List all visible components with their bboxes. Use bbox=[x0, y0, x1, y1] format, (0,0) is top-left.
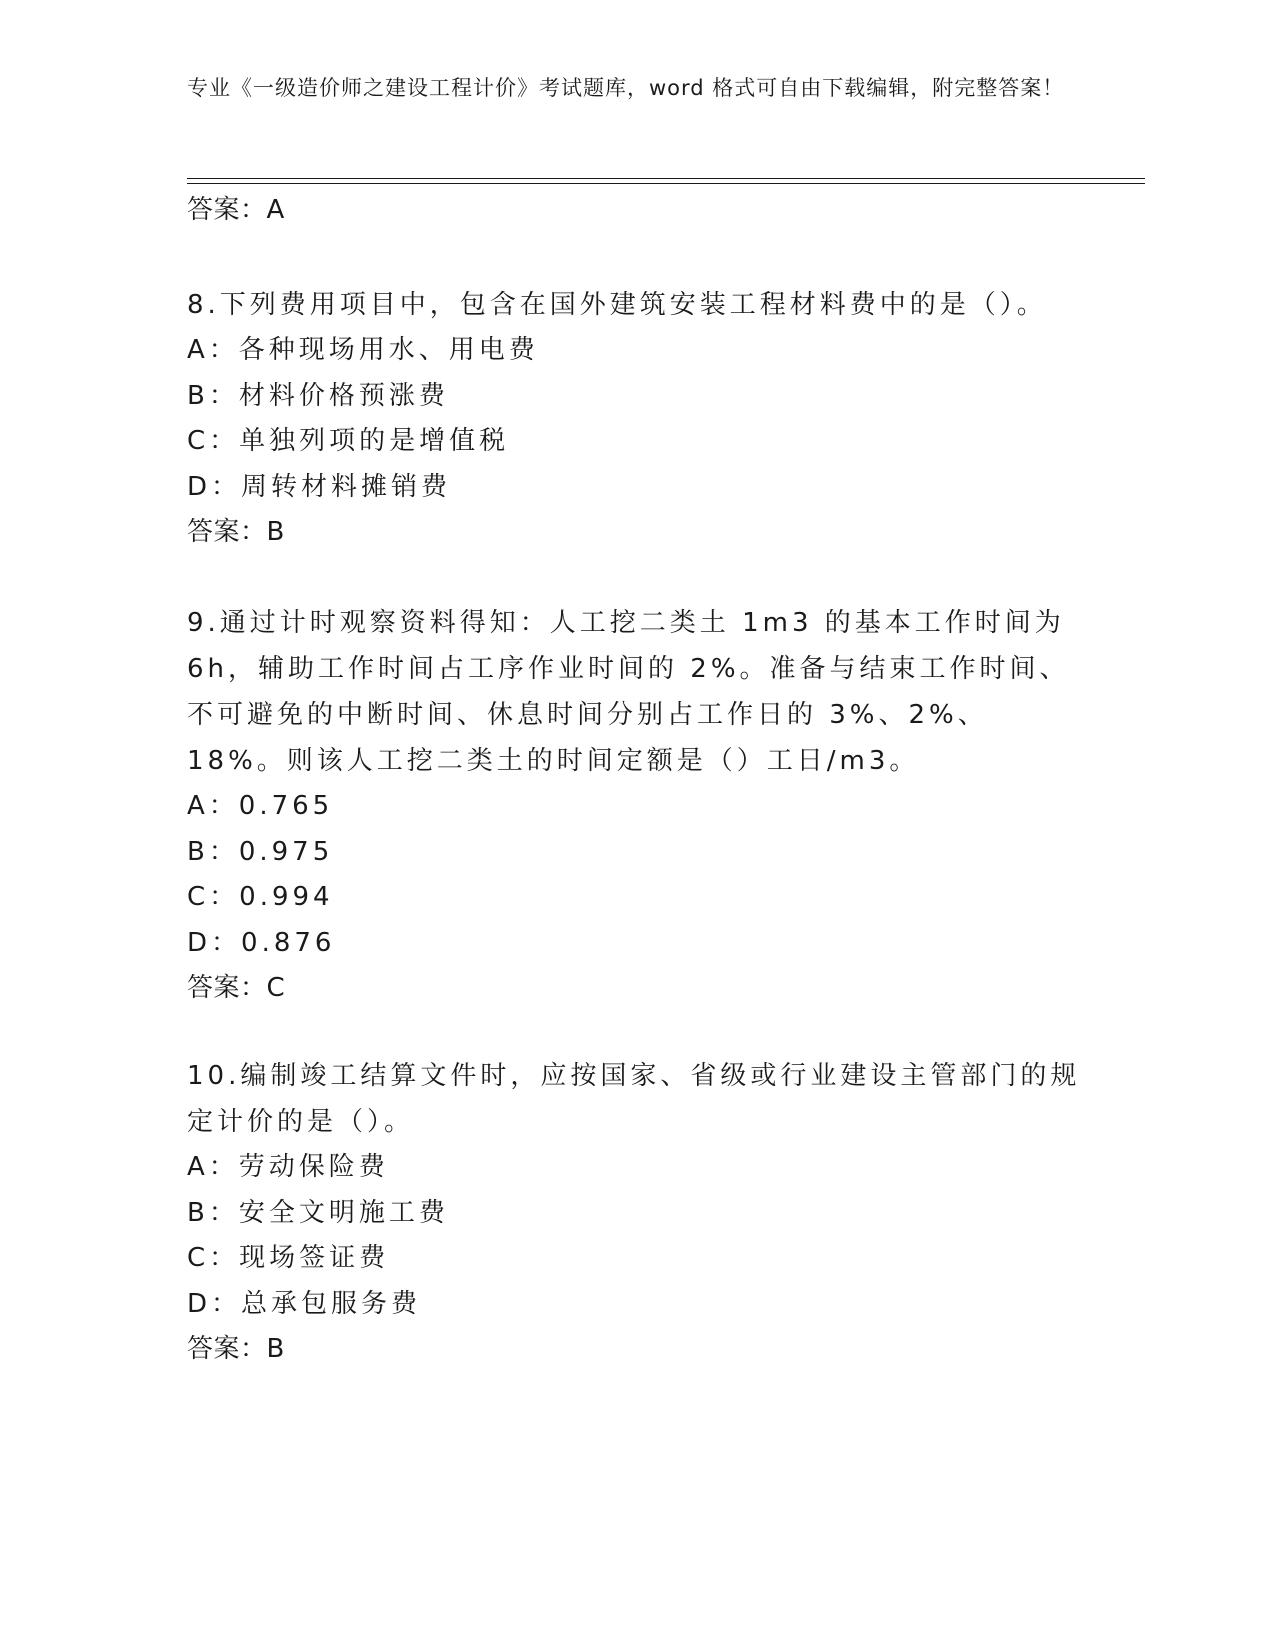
option-list bbox=[187, 1145, 1087, 1327]
option-c: C：单独列项的是增值税 bbox=[187, 426, 510, 456]
option-a: A：各种现场用水、用电费 bbox=[187, 335, 539, 365]
question-8 bbox=[187, 282, 1087, 554]
option-a: A：劳动保险费 bbox=[187, 1152, 389, 1182]
question-9 bbox=[187, 600, 1087, 1010]
option-a: A：0.765 bbox=[187, 791, 334, 821]
option-b: B：0.975 bbox=[187, 836, 334, 867]
document-header: 专业《一级造价师之建设工程计价》考试题库，word 格式可自由下载编辑，附完整答案！ bbox=[187, 76, 1065, 100]
option-d: D：0.876 bbox=[187, 927, 336, 958]
question-stem: 10.编制竣工结算文件时，应按国家、省级或行业建设主管部门的规定计价的是（）。 bbox=[187, 1061, 1081, 1137]
option-b: B：材料价格预涨费 bbox=[187, 380, 449, 411]
question-stem: 9.通过计时观察资料得知：人工挖二类土 1m3 的基本工作时间为 6h，辅助工作时间占工序作业时间的 2%。准备与结束工作时间、不可避免的中断时间、休息时间分别占工作日的 3%、2%、18%。则该人工挖二类土的时间定额是（）工日/m3。 bbox=[187, 608, 1070, 776]
option-b: B：安全文明施工费 bbox=[187, 1197, 449, 1228]
option-c: C：现场签证费 bbox=[187, 1243, 390, 1273]
option-d: D：总承包服务费 bbox=[187, 1288, 422, 1319]
question-answer: 答案：C bbox=[187, 973, 286, 1003]
previous-answer: 答案：A bbox=[187, 195, 285, 225]
question-answer: 答案：B bbox=[187, 517, 285, 547]
option-c: C：0.994 bbox=[187, 882, 334, 912]
option-list bbox=[187, 328, 1087, 510]
option-list bbox=[187, 784, 1087, 966]
option-d: D：周转材料摊销费 bbox=[187, 471, 452, 502]
header-divider-line bbox=[187, 178, 1145, 179]
header-divider-line-secondary bbox=[187, 183, 1145, 184]
question-stem: 8.下列费用项目中，包含在国外建筑安装工程材料费中的是（）。 bbox=[187, 290, 1047, 320]
question-answer: 答案：B bbox=[187, 1334, 285, 1364]
question-10 bbox=[187, 1053, 1087, 1371]
